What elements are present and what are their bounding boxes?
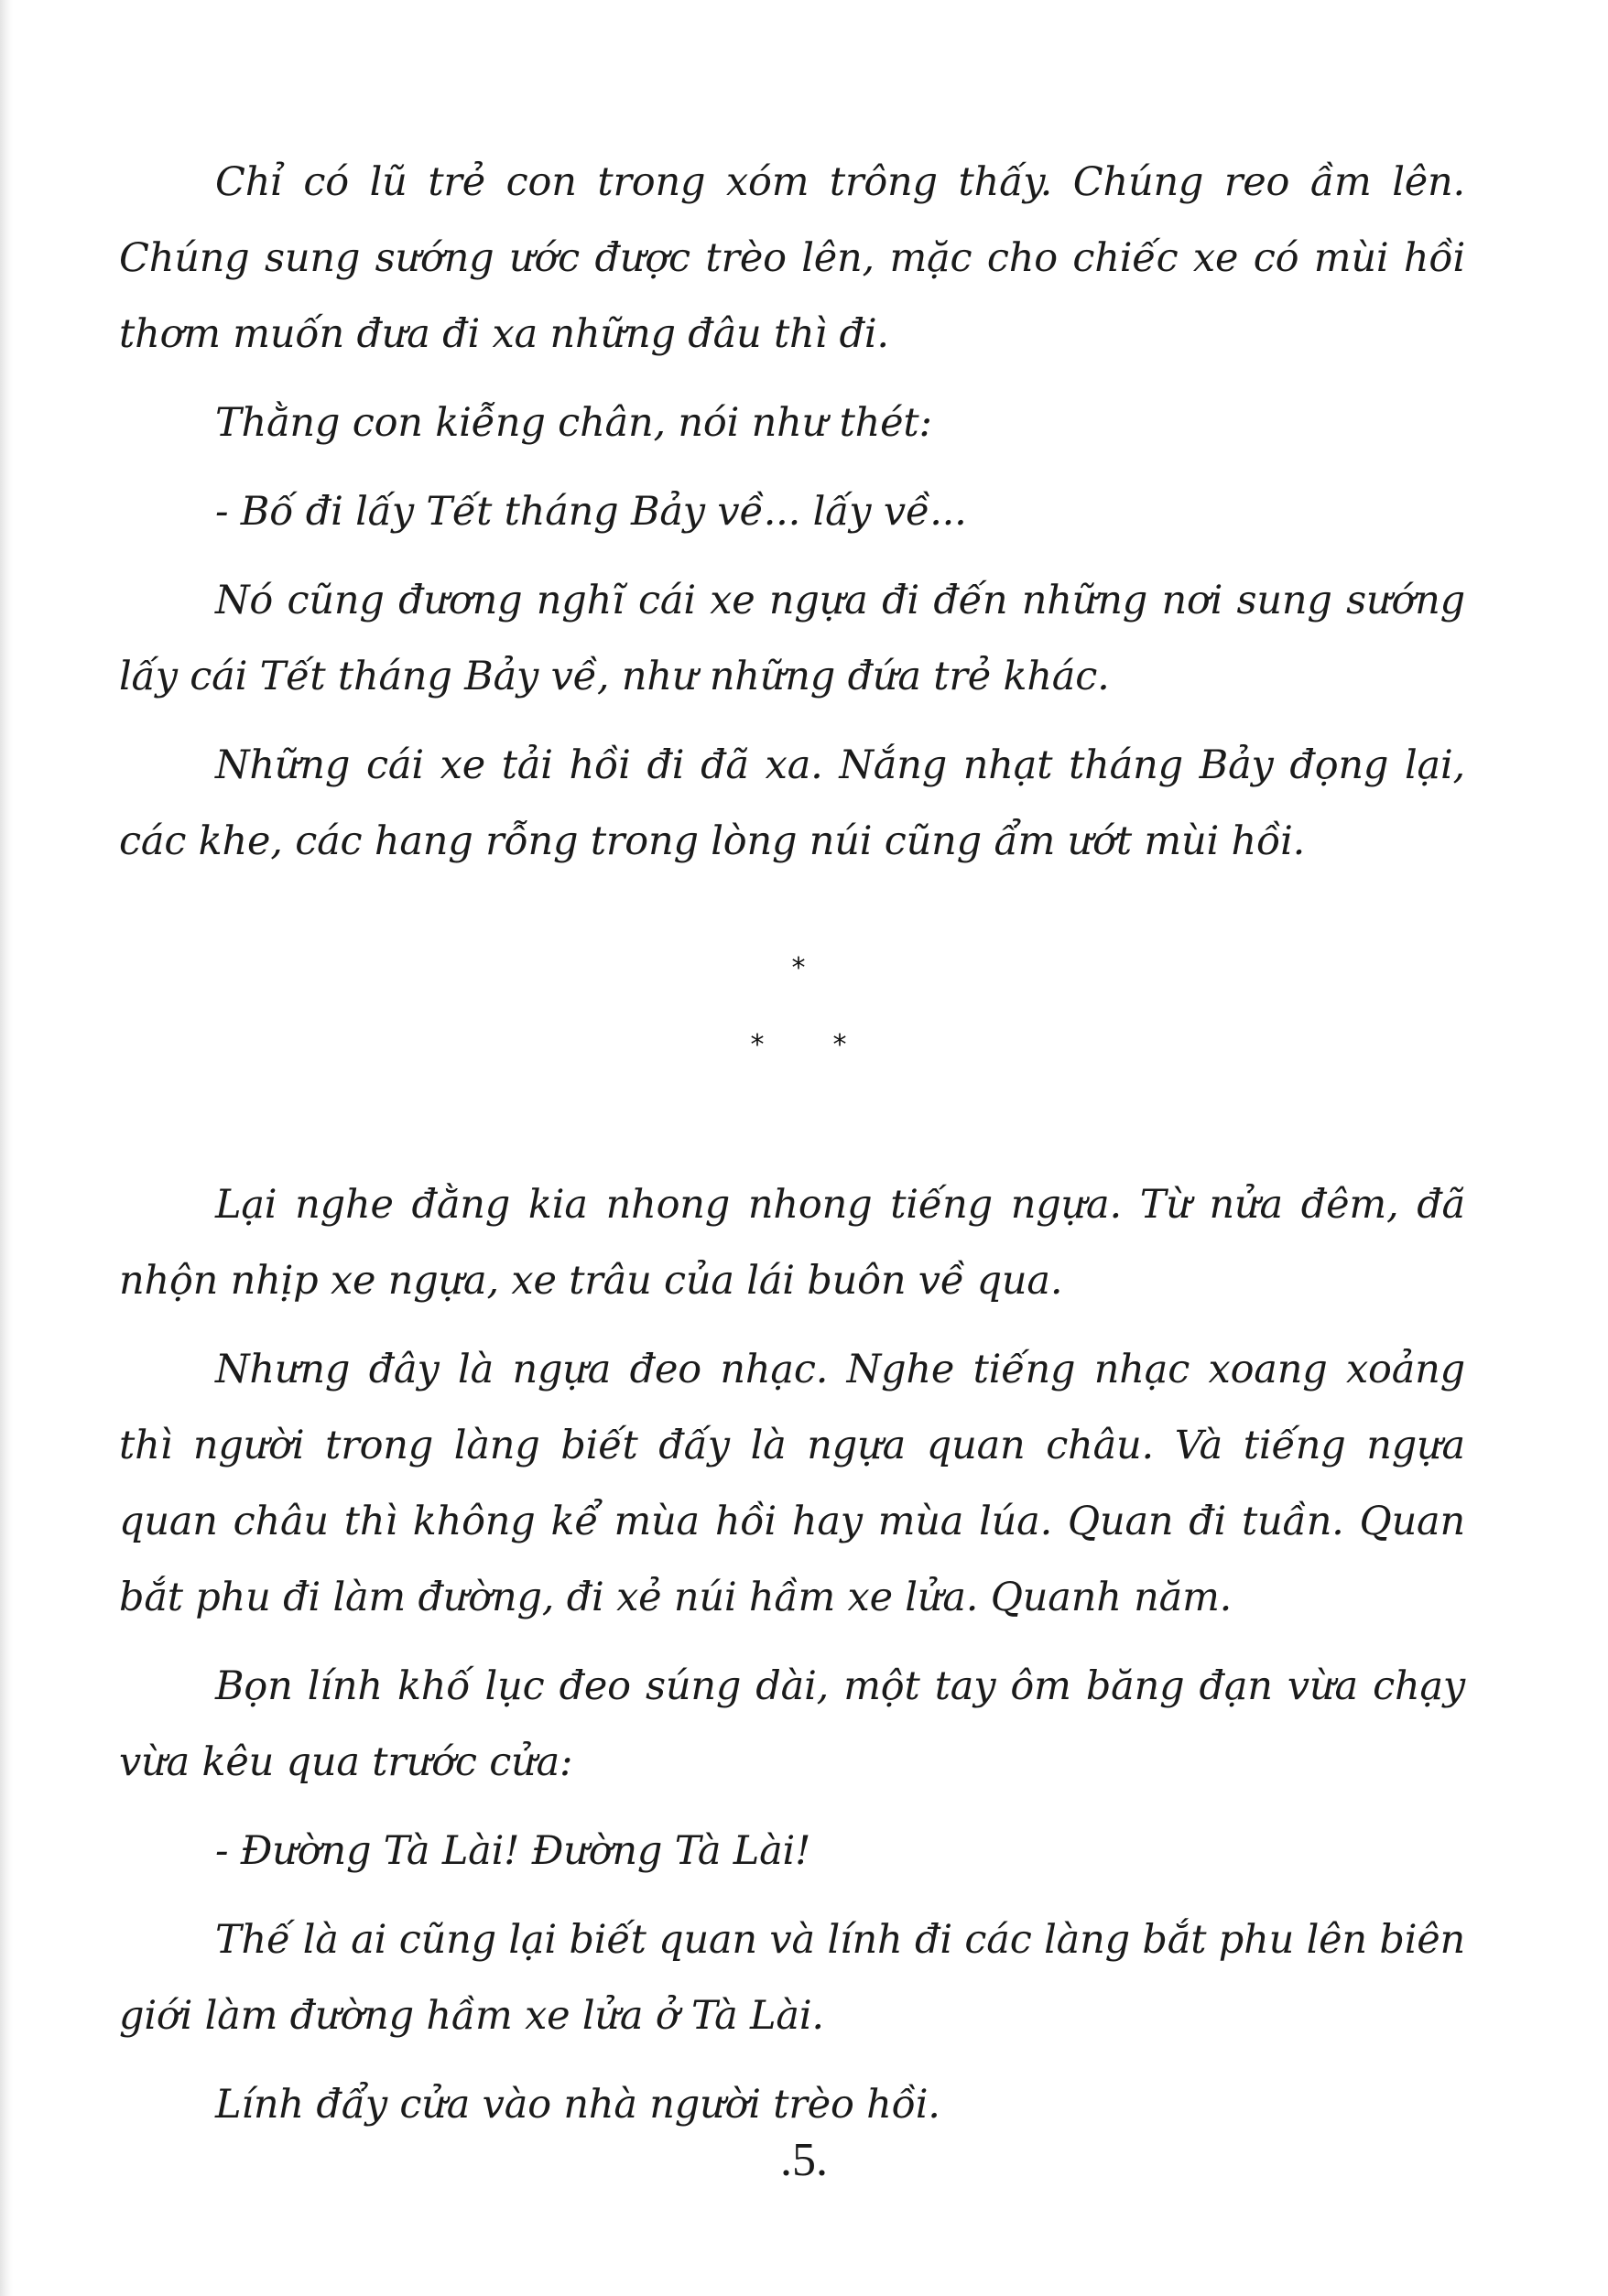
text-section-one (119, 145, 1465, 880)
page-number: .5. (780, 2134, 828, 2186)
paragraph: Những cái xe tải hồi đi đã xa. Nắng nhạt tháng Bảy đọng lại, các khe, các hang rỗng trong lòng núi cũng ẩm ướt mùi hồi. (119, 742, 1465, 864)
separator-asterisk: * (750, 1029, 765, 1061)
paragraph: Lính đẩy cửa vào nhà người trèo hồi. (215, 2082, 940, 2128)
paragraph: Thế là ai cũng lại biết quan và lính đi các làng bắt phu lên biên giới làm đường hầm xe lửa ở Tà Lài. (119, 1917, 1465, 2039)
paragraph: - Bố đi lấy Tết tháng Bảy về... lấy về... (215, 489, 967, 535)
paragraph: Lại nghe đằng kia nhong nhong tiếng ngựa. Từ nửa đêm, đã nhộn nhịp xe ngựa, xe trâu của lái buôn về qua. (119, 1182, 1465, 1304)
paragraph: Nhưng đây là ngựa đeo nhạc. Nghe tiếng nhạc xoang xoảng thì người trong làng biết đấy là ngựa quan châu. Và tiếng ngựa quan châu thì không kể mùa hồi hay mùa lúa. Quan đi tuần. Quan bắt phu đi làm đường, đi xẻ núi hầm xe lửa. Quanh năm. (119, 1347, 1465, 1620)
paragraph: Bọn lính khố lục đeo súng dài, một tay ôm băng đạn vừa chạy vừa kêu qua trước cửa: (119, 1663, 1465, 1785)
paragraph: Nó cũng đương nghĩ cái xe ngựa đi đến những nơi sung sướng lấy cái Tết tháng Bảy về, như những đứa trẻ khác. (119, 578, 1465, 699)
separator-asterisk: * (791, 952, 806, 984)
text-section-two (119, 1167, 1465, 2143)
separator-asterisk: * (832, 1029, 847, 1061)
page-gutter-shadow (0, 0, 13, 2296)
paragraph: - Đường Tà Lài! Đường Tà Lài! (215, 1828, 811, 1874)
paragraph: Thằng con kiễng chân, nói như thét: (215, 400, 932, 446)
paragraph: Chỉ có lũ trẻ con trong xóm trông thấy. Chúng reo ầm lên. Chúng sung sướng ước được trèo lên, mặc cho chiếc xe có mùi hồi thơm muốn đưa đi xa những đâu thì đi. (119, 159, 1465, 357)
